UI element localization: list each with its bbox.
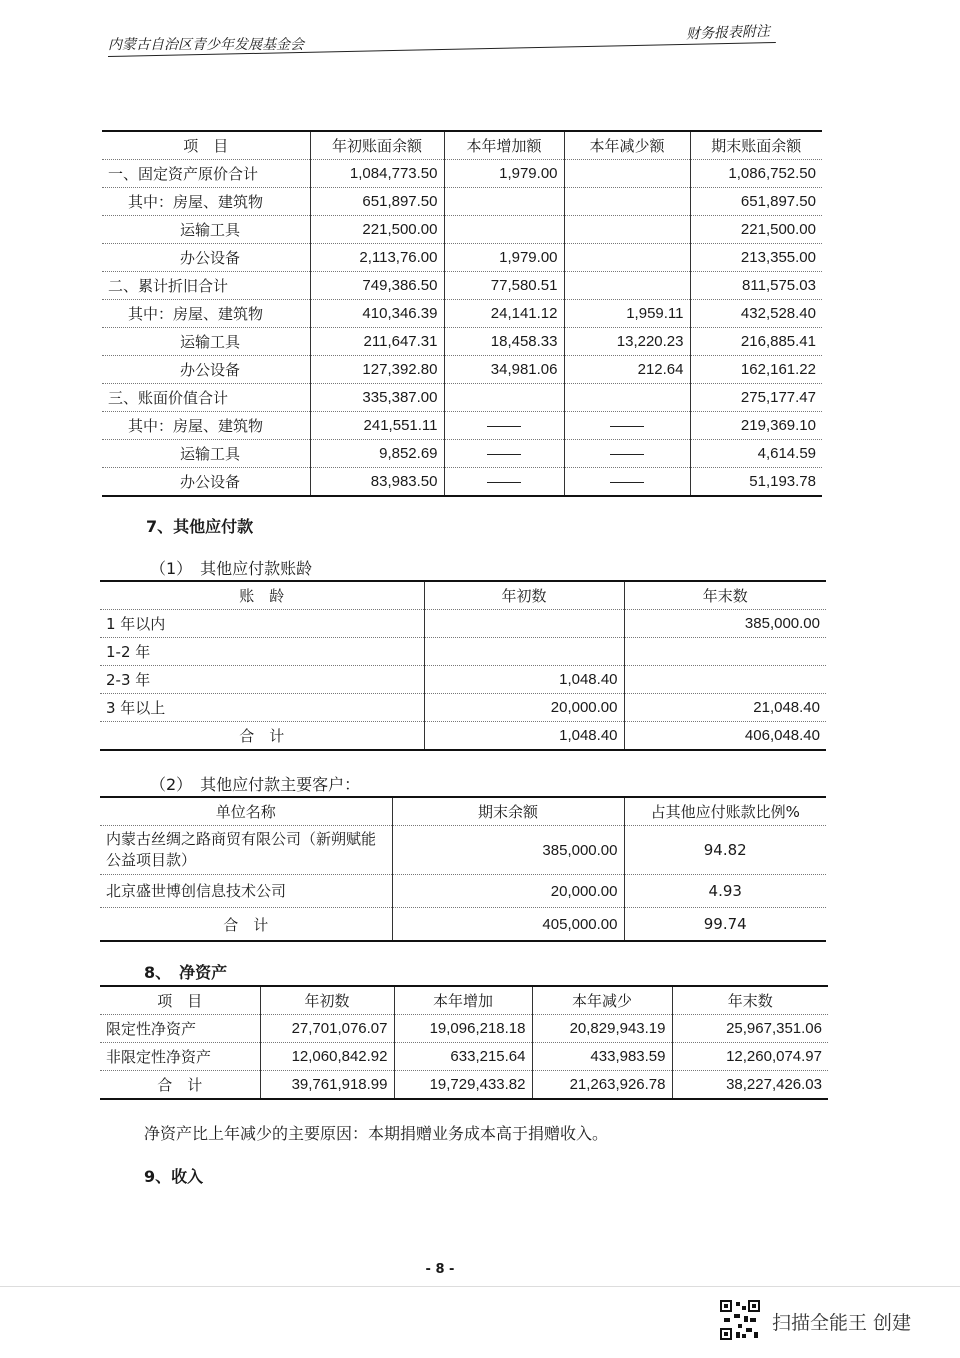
table-row — [102, 440, 822, 468]
column-header: 年初数 — [260, 986, 394, 1015]
aging-body — [100, 610, 826, 751]
value-cell — [424, 638, 624, 666]
customers-subtitle: （2） 其他应付款主要客户： — [150, 775, 361, 794]
total-row — [100, 722, 826, 751]
column-header: 年末数 — [672, 986, 828, 1015]
empty-dash-cell — [564, 440, 690, 468]
customers-table — [100, 796, 826, 942]
net-assets-table — [100, 985, 828, 1100]
table-header-row — [100, 581, 826, 610]
row-label: 北京盛世博创信息技术公司 — [100, 875, 392, 908]
empty-dash-cell — [444, 412, 564, 440]
value-cell: 1,048.40 — [424, 666, 624, 694]
value-cell: 12,060,842.92 — [260, 1043, 394, 1071]
total-value-cell: 19,729,433.82 — [394, 1071, 532, 1100]
value-cell: 20,000.00 — [424, 694, 624, 722]
dash-mark — [610, 482, 644, 483]
table-row — [102, 188, 822, 216]
table-row — [102, 216, 822, 244]
section-9-title: 9、收入 — [144, 1167, 204, 1186]
value-cell: 211,647.31 — [310, 328, 444, 356]
value-cell: 162,161.22 — [690, 356, 822, 384]
value-cell: 241,551.11 — [310, 412, 444, 440]
column-header: 本年增加额 — [444, 131, 564, 160]
value-cell: 2,113,76.00 — [310, 244, 444, 272]
value-cell — [564, 384, 690, 412]
value-cell: 18,458.33 — [444, 328, 564, 356]
document-type: 财务报表附注 — [685, 23, 771, 43]
column-header: 本年增加 — [394, 986, 532, 1015]
value-cell: 25,967,351.06 — [672, 1015, 828, 1043]
table-row — [102, 384, 822, 412]
table-row — [100, 666, 826, 694]
table-row — [100, 610, 826, 638]
value-cell: 4,614.59 — [690, 440, 822, 468]
row-label: 其中：房屋、建筑物 — [102, 412, 310, 440]
value-cell: 13,220.23 — [564, 328, 690, 356]
table-row — [100, 826, 826, 875]
page-number: - 8 - — [425, 1262, 455, 1277]
value-cell: 221,500.00 — [690, 216, 822, 244]
row-label: 一、固定资产原价合计 — [102, 160, 310, 188]
row-label: 2-3 年 — [100, 666, 424, 694]
value-cell — [424, 610, 624, 638]
value-cell: 633,215.64 — [394, 1043, 532, 1071]
empty-dash-cell — [564, 412, 690, 440]
total-value-cell: 405,000.00 — [392, 908, 624, 942]
column-header: 单位名称 — [100, 797, 392, 826]
dash-mark — [487, 454, 521, 455]
row-label: 其中：房屋、建筑物 — [102, 300, 310, 328]
column-header: 期末余额 — [392, 797, 624, 826]
value-cell: 34,981.06 — [444, 356, 564, 384]
aging-subtitle: （1） 其他应付款账龄 — [150, 559, 313, 578]
row-label: 办公设备 — [102, 356, 310, 384]
value-cell: 212.64 — [564, 356, 690, 384]
fixed-assets-body — [102, 160, 822, 497]
scanner-watermark — [720, 1300, 940, 1342]
total-value-cell: 38,227,426.03 — [672, 1071, 828, 1100]
table-row — [102, 468, 822, 497]
total-value-cell: 99.74 — [624, 908, 826, 942]
net-assets-body — [100, 1015, 828, 1100]
column-header: 本年减少 — [532, 986, 672, 1015]
value-cell: 216,885.41 — [690, 328, 822, 356]
value-cell: 24,141.12 — [444, 300, 564, 328]
table-row — [102, 328, 822, 356]
total-value-cell: 1,048.40 — [424, 722, 624, 751]
row-label: 办公设备 — [102, 468, 310, 497]
row-label: 二、累计折旧合计 — [102, 272, 310, 300]
value-cell: 19,096,218.18 — [394, 1015, 532, 1043]
value-cell — [444, 216, 564, 244]
empty-dash-cell — [444, 468, 564, 497]
column-header: 年初账面余额 — [310, 131, 444, 160]
value-cell — [624, 666, 826, 694]
customers-body — [100, 826, 826, 942]
row-label: 其中：房屋、建筑物 — [102, 188, 310, 216]
column-header: 本年减少额 — [564, 131, 690, 160]
value-cell: 1,959.11 — [564, 300, 690, 328]
section-8-title: 8、 净资产 — [144, 963, 228, 982]
value-cell: 275,177.47 — [690, 384, 822, 412]
value-cell: 221,500.00 — [310, 216, 444, 244]
value-cell: 83,983.50 — [310, 468, 444, 497]
value-cell: 385,000.00 — [624, 610, 826, 638]
total-row — [100, 908, 826, 942]
value-cell: 410,346.39 — [310, 300, 444, 328]
total-value-cell: 39,761,918.99 — [260, 1071, 394, 1100]
table-header-row — [102, 131, 822, 160]
value-cell: 27,701,076.07 — [260, 1015, 394, 1043]
column-header: 占其他应付账款比例% — [624, 797, 826, 826]
table-row — [100, 694, 826, 722]
qr-code-icon — [720, 1300, 760, 1340]
value-cell: 1,979.00 — [444, 244, 564, 272]
value-cell: 433,983.59 — [532, 1043, 672, 1071]
row-label: 非限定性净资产 — [100, 1043, 260, 1071]
row-label: 内蒙古丝绸之路商贸有限公司（新朔赋能公益项目款） — [100, 826, 392, 875]
row-label: 运输工具 — [102, 440, 310, 468]
value-cell: 335,387.00 — [310, 384, 444, 412]
value-cell: 77,580.51 — [444, 272, 564, 300]
dash-mark — [487, 426, 521, 427]
value-cell — [564, 188, 690, 216]
value-cell: 94.82 — [624, 826, 826, 875]
value-cell: 4.93 — [624, 875, 826, 908]
total-value-cell: 21,263,926.78 — [532, 1071, 672, 1100]
row-label: 1-2 年 — [100, 638, 424, 666]
dash-mark — [610, 426, 644, 427]
value-cell: 1,979.00 — [444, 160, 564, 188]
value-cell: 219,369.10 — [690, 412, 822, 440]
value-cell — [624, 638, 826, 666]
column-header: 年末数 — [624, 581, 826, 610]
value-cell: 432,528.40 — [690, 300, 822, 328]
table-row — [102, 356, 822, 384]
column-header: 项 目 — [102, 131, 310, 160]
watermark-text: 扫描全能王 创建 — [772, 1312, 912, 1334]
value-cell: 21,048.40 — [624, 694, 826, 722]
value-cell: 127,392.80 — [310, 356, 444, 384]
value-cell: 651,897.50 — [310, 188, 444, 216]
value-cell: 51,193.78 — [690, 468, 822, 497]
value-cell — [564, 244, 690, 272]
total-label: 合 计 — [100, 908, 392, 942]
fixed-assets-table — [102, 130, 822, 497]
value-cell: 12,260,074.97 — [672, 1043, 828, 1071]
column-header: 期末账面余额 — [690, 131, 822, 160]
row-label: 办公设备 — [102, 244, 310, 272]
row-label: 运输工具 — [102, 328, 310, 356]
value-cell: 811,575.03 — [690, 272, 822, 300]
value-cell — [444, 384, 564, 412]
value-cell: 385,000.00 — [392, 826, 624, 875]
net-assets-note: 净资产比上年减少的主要原因：本期捐赠业务成本高于捐赠收入。 — [144, 1124, 609, 1143]
table-row — [100, 1015, 828, 1043]
empty-dash-cell — [564, 468, 690, 497]
table-header-row — [100, 797, 826, 826]
total-value-cell: 406,048.40 — [624, 722, 826, 751]
table-row — [102, 160, 822, 188]
table-row — [102, 244, 822, 272]
value-cell — [564, 160, 690, 188]
table-row — [102, 300, 822, 328]
value-cell — [564, 272, 690, 300]
value-cell — [564, 216, 690, 244]
page-bottom-rule — [0, 1286, 960, 1287]
organization-name: 内蒙古自治区青少年发展基金会 — [108, 37, 304, 53]
column-header: 年初数 — [424, 581, 624, 610]
dash-mark — [487, 482, 521, 483]
table-row — [100, 1043, 828, 1071]
row-label: 1 年以内 — [100, 610, 424, 638]
table-row — [100, 875, 826, 908]
value-cell: 20,829,943.19 — [532, 1015, 672, 1043]
value-cell: 1,084,773.50 — [310, 160, 444, 188]
table-row — [102, 412, 822, 440]
row-label: 三、账面价值合计 — [102, 384, 310, 412]
empty-dash-cell — [444, 440, 564, 468]
aging-table — [100, 580, 826, 751]
table-row — [100, 638, 826, 666]
dash-mark — [610, 454, 644, 455]
total-row — [100, 1071, 828, 1100]
section-7-title: 7、其他应付款 — [146, 517, 254, 536]
row-label: 运输工具 — [102, 216, 310, 244]
column-header: 项 目 — [100, 986, 260, 1015]
value-cell: 20,000.00 — [392, 875, 624, 908]
value-cell: 213,355.00 — [690, 244, 822, 272]
row-label: 限定性净资产 — [100, 1015, 260, 1043]
value-cell: 651,897.50 — [690, 188, 822, 216]
value-cell — [444, 188, 564, 216]
value-cell: 749,386.50 — [310, 272, 444, 300]
table-row — [102, 272, 822, 300]
page-header — [108, 22, 780, 58]
row-label: 3 年以上 — [100, 694, 424, 722]
value-cell: 9,852.69 — [310, 440, 444, 468]
total-label: 合 计 — [100, 722, 424, 751]
table-header-row — [100, 986, 828, 1015]
total-label: 合 计 — [100, 1071, 260, 1100]
column-header: 账 龄 — [100, 581, 424, 610]
value-cell: 1,086,752.50 — [690, 160, 822, 188]
